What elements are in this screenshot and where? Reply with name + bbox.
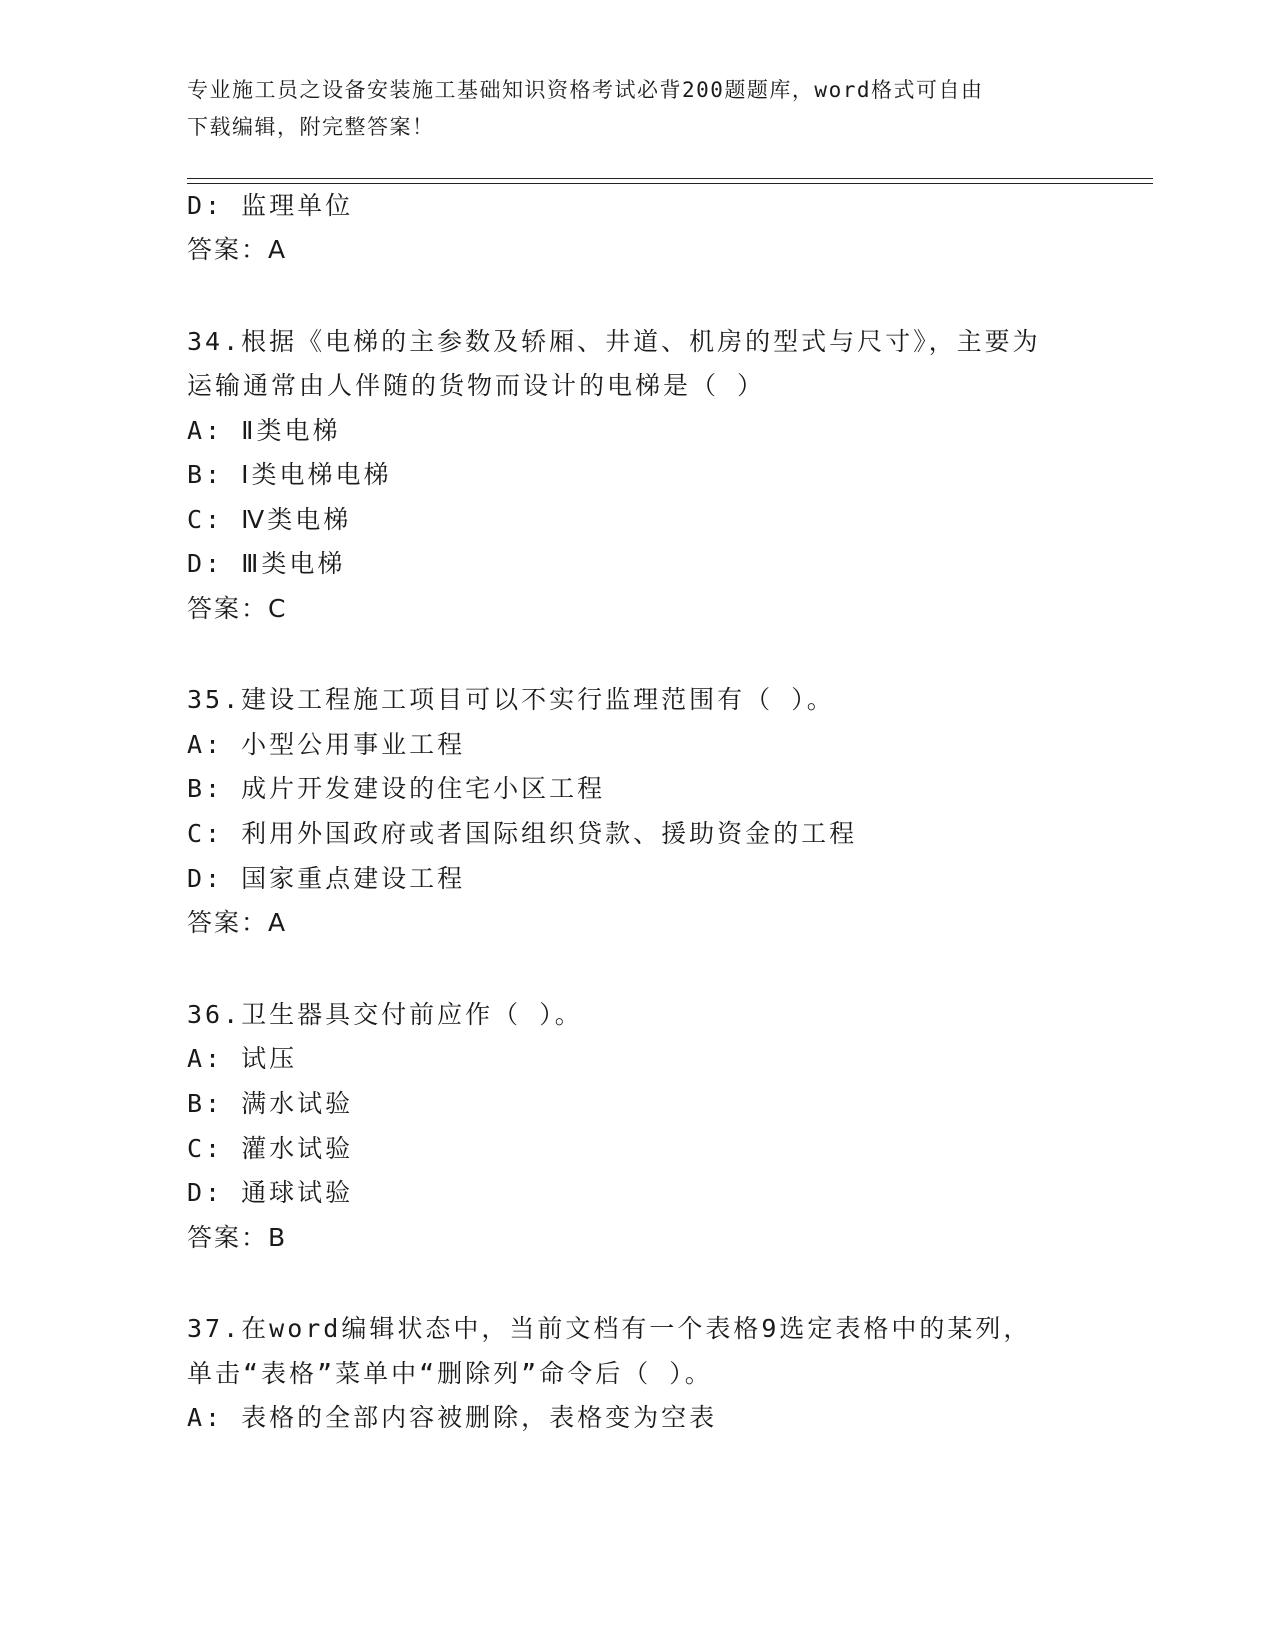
option-line: A: Ⅱ类电梯	[187, 416, 341, 445]
answer-line: 答案：C	[187, 594, 288, 623]
option-line: C: 利用外国政府或者国际组织贷款、援助资金的工程	[187, 819, 858, 848]
answer-line: 答案：A	[187, 908, 288, 937]
option-line: C: Ⅳ类电梯	[187, 505, 352, 534]
question-line: 36.卫生器具交付前应作（ ）。	[187, 1000, 583, 1029]
question-line: 运输通常由人伴随的货物而设计的电梯是（ ）	[187, 371, 766, 400]
question-line: 37.在word编辑状态中，当前文档有一个表格9选定表格中的某列，	[187, 1314, 1032, 1343]
header-divider-top	[187, 178, 1153, 179]
answer-line: 答案：B	[187, 1223, 288, 1252]
question-line: 单击“表格”菜单中“删除列”命令后（ ）。	[187, 1359, 713, 1388]
question-line: 34.根据《电梯的主参数及轿厢、井道、机房的型式与尺寸》，主要为	[187, 327, 1041, 356]
option-line: D: 国家重点建设工程	[187, 864, 466, 893]
option-line: A: 试压	[187, 1044, 298, 1073]
option-line: B: Ⅰ类电梯电梯	[187, 460, 392, 489]
option-line: A: 表格的全部内容被删除，表格变为空表	[187, 1403, 718, 1432]
option-line: B: 满水试验	[187, 1089, 354, 1118]
header-line-2: 下载编辑，附完整答案！	[187, 115, 435, 139]
option-line: D: 监理单位	[187, 191, 354, 220]
question-line: 35.建设工程施工项目可以不实行监理范围有（ ）。	[187, 685, 835, 714]
option-line: C: 灌水试验	[187, 1134, 354, 1163]
answer-line: 答案：A	[187, 235, 288, 264]
header-divider-bottom	[187, 183, 1153, 184]
header-line-1: 专业施工员之设备安装施工基础知识资格考试必背200题题库，word格式可自由	[187, 78, 984, 102]
option-line: D: 通球试验	[187, 1178, 354, 1207]
option-line: B: 成片开发建设的住宅小区工程	[187, 774, 606, 803]
document-header	[187, 72, 1077, 146]
option-line: A: 小型公用事业工程	[187, 730, 466, 759]
option-line: D: Ⅲ类电梯	[187, 549, 346, 578]
